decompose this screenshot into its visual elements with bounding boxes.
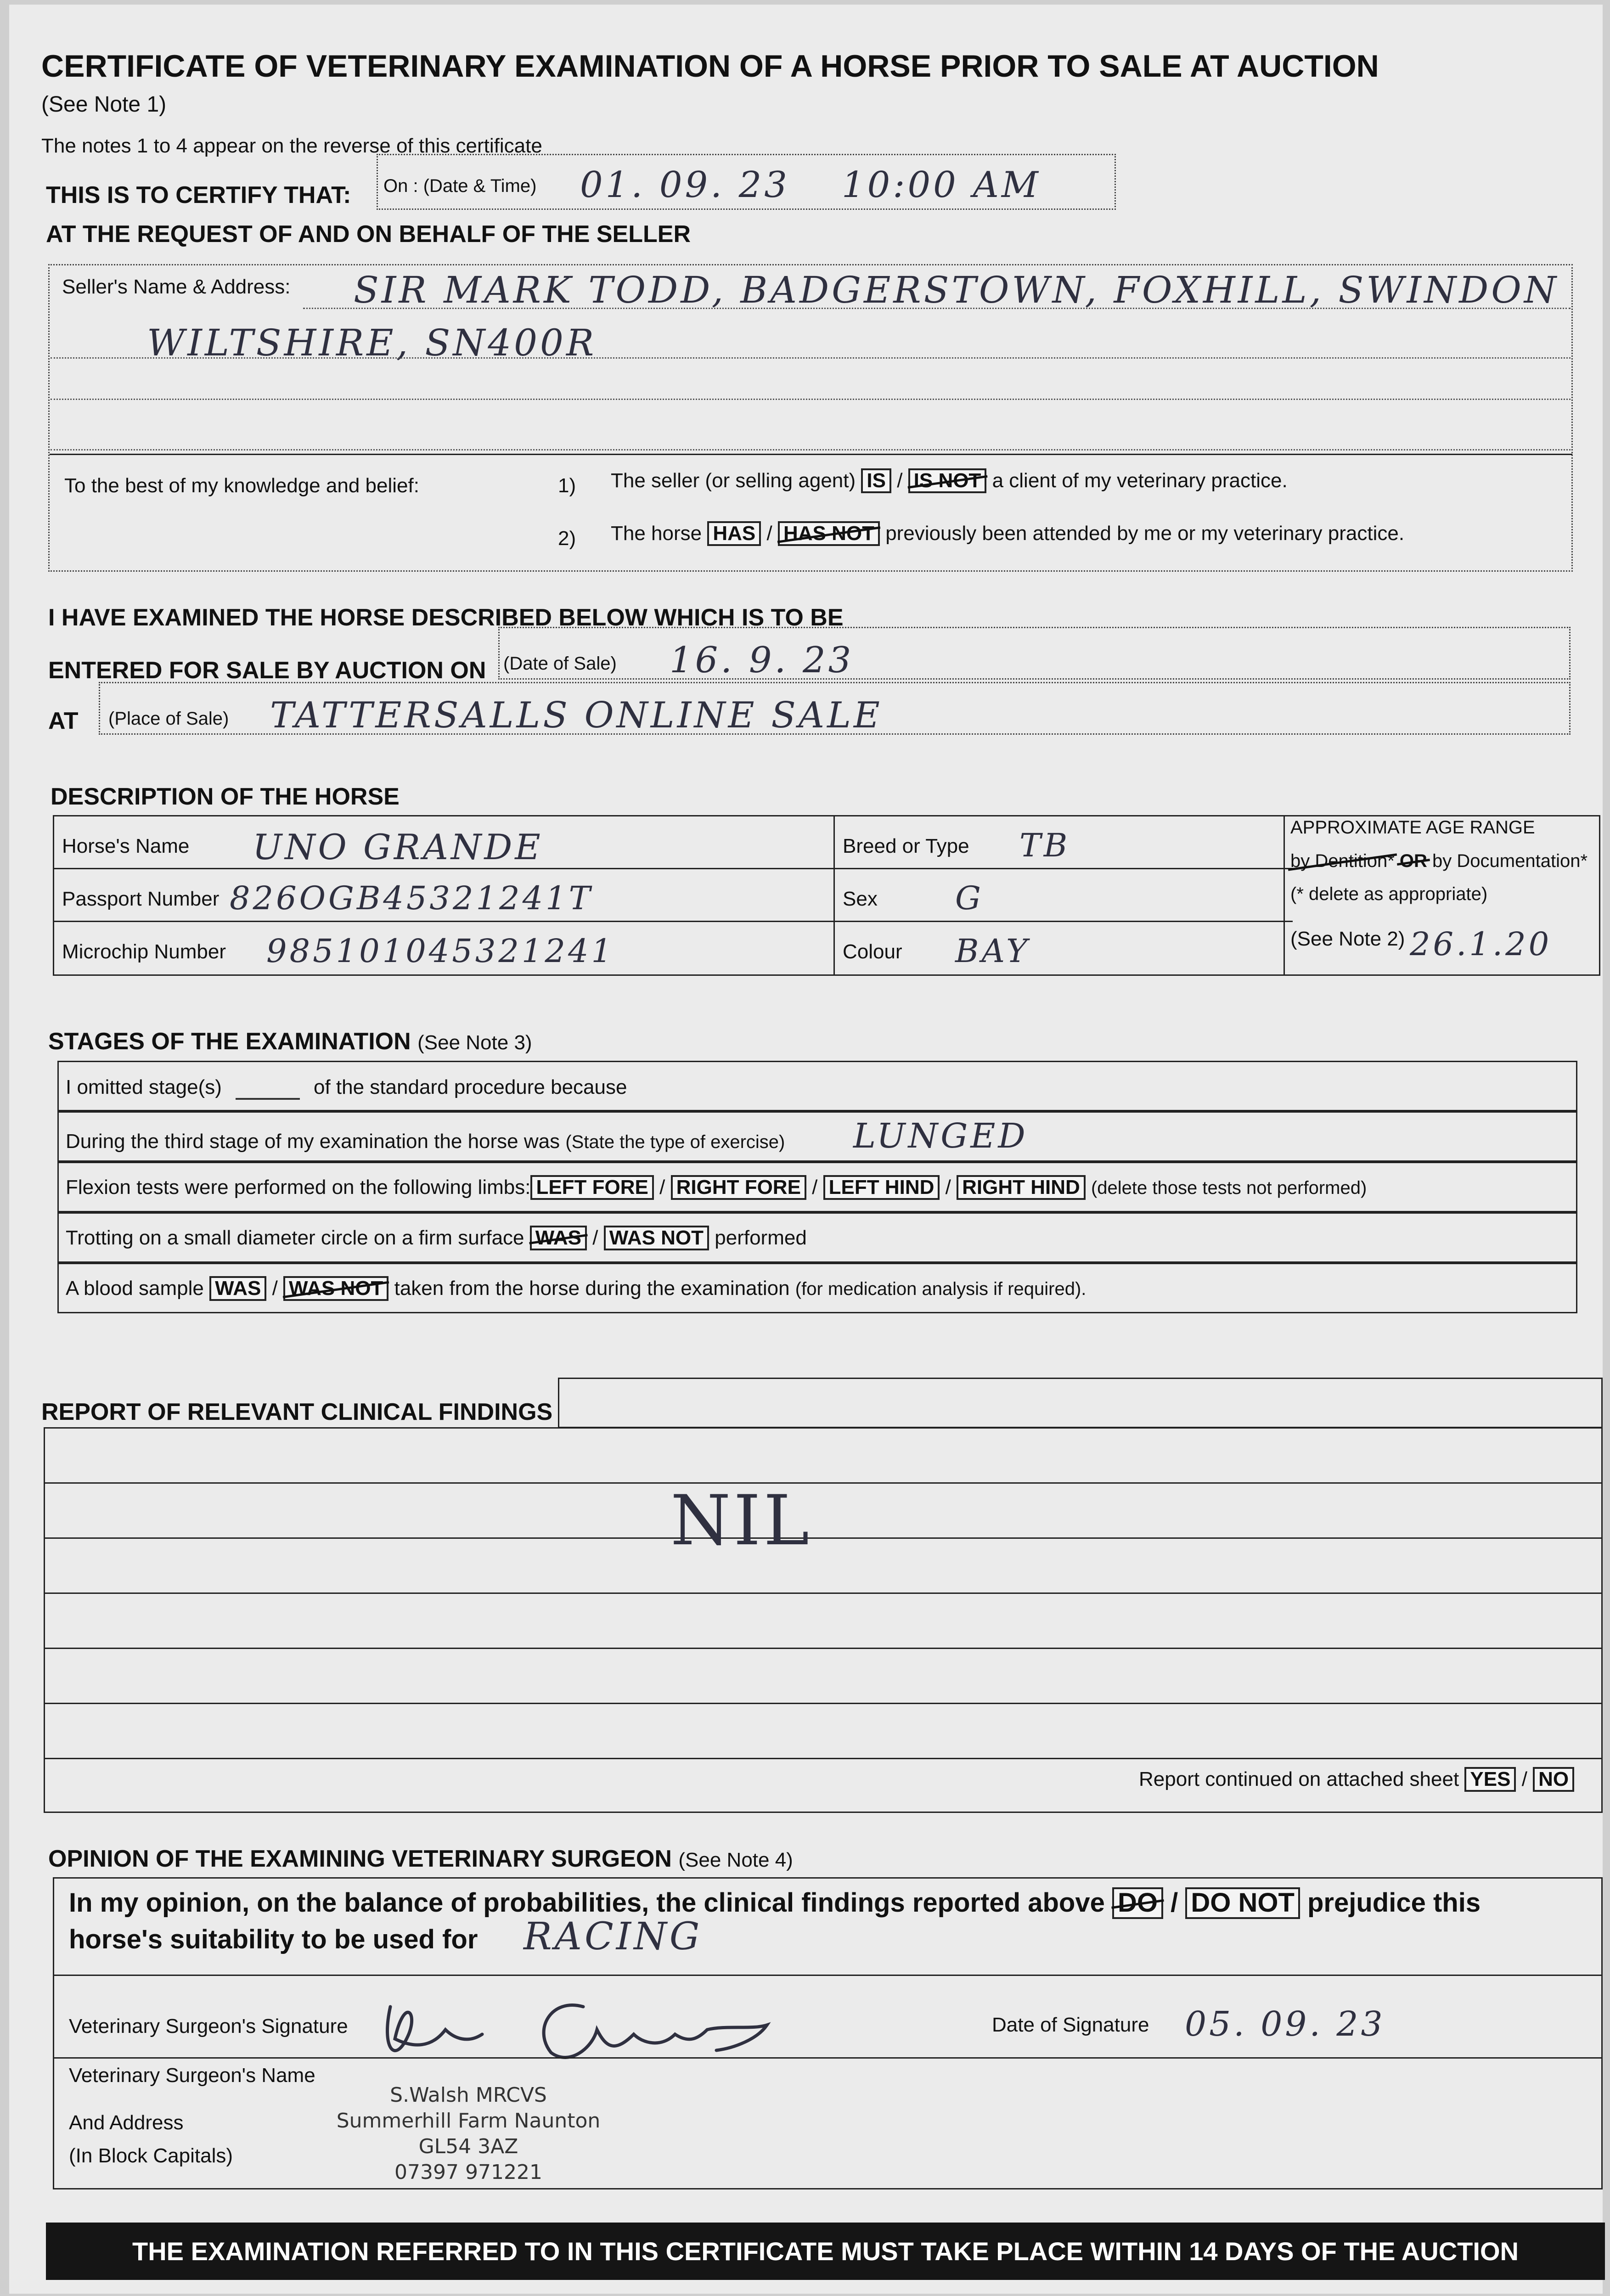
sale-date: 16. 9. 23	[670, 640, 854, 681]
breed-label: Breed or Type	[843, 835, 969, 857]
signature-date-label: Date of Signature	[992, 2014, 1149, 2036]
address-label-2: (In Block Capitals)	[69, 2144, 233, 2167]
age-delete-note: (* delete as appropriate)	[1290, 884, 1488, 904]
trotting-row	[57, 1212, 1577, 1263]
flexion-right-fore[interactable]: RIGHT FORE	[671, 1175, 806, 1200]
colour[interactable]: BAY	[955, 932, 1030, 970]
stages-heading: STAGES OF THE EXAMINATION (See Note 3)	[48, 1028, 532, 1055]
notes-line: The notes 1 to 4 appear on the reverse of this certificate	[41, 135, 542, 157]
see-note-1: (See Note 1)	[41, 92, 167, 117]
vet-stamp	[321, 2082, 615, 2185]
age-see-note: (See Note 2)	[1290, 928, 1405, 950]
report-continued: Report continued on attached sheet YES / NO	[1139, 1767, 1574, 1792]
seller-address-line2[interactable]: WILTSHIRE, SN400R	[147, 321, 597, 364]
option-has[interactable]: HAS	[707, 521, 761, 546]
examined-heading-1: I HAVE EXAMINED THE HORSE DESCRIBED BELOW WHICH IS TO BE	[48, 604, 844, 631]
option-has-not[interactable]: HAS NOT	[778, 521, 880, 546]
age-method: by Dentition* OR by Documentation*	[1290, 851, 1588, 871]
opinion-text-1: In my opinion, on the balance of probabilities, the clinical findings reported above DO / DO NOT prejudice this	[69, 1887, 1481, 1919]
sale-place: TATTERSALLS ONLINE SALE	[270, 695, 883, 736]
flexion-row	[57, 1162, 1577, 1212]
vet-name: S.Walsh MRCVS	[390, 2083, 547, 2107]
footer-notice: THE EXAMINATION REFERRED TO IN THIS CERTIFICATE MUST TAKE PLACE WITHIN 14 DAYS OF THE AUCTION	[46, 2223, 1605, 2280]
date-time-label: On : (Date & Time)	[383, 176, 537, 196]
report-heading-box	[558, 1378, 1603, 1428]
option-is[interactable]: IS	[861, 468, 891, 493]
attended-statement: The horse HAS / HAS NOT previously been attended by me or my veterinary practice.	[611, 521, 1404, 546]
horse-name[interactable]: UNO GRANDE	[253, 827, 543, 867]
horse-name-label: Horse's Name	[62, 835, 190, 857]
at-label: AT	[48, 708, 79, 734]
request-heading: AT THE REQUEST OF AND ON BEHALF OF THE SELLER	[46, 221, 691, 248]
trotting-statement: Trotting on a small diameter circle on a firm surface WAS / WAS NOT performed	[66, 1226, 807, 1250]
age-heading: APPROXIMATE AGE RANGE	[1290, 817, 1535, 838]
report-findings-box[interactable]	[44, 1427, 1603, 1813]
exercise-label: During the third stage of my examination the horse was (State the type of exercise)	[66, 1130, 785, 1153]
blood-was[interactable]: WAS	[209, 1276, 266, 1301]
vet-address-1: Summerhill Farm Naunton	[336, 2109, 601, 2133]
sale-place-label: (Place of Sale)	[108, 709, 229, 729]
item-1: 1)	[558, 474, 576, 497]
trot-was-not[interactable]: WAS NOT	[604, 1226, 709, 1250]
report-heading: REPORT OF RELEVANT CLINICAL FINDINGS	[41, 1399, 553, 1425]
continued-no[interactable]: NO	[1533, 1767, 1574, 1792]
passport-label: Passport Number	[62, 888, 220, 910]
opinion-do-not[interactable]: DO NOT	[1185, 1887, 1300, 1919]
breed[interactable]: TB	[1019, 827, 1070, 864]
address-label-1: And Address	[69, 2111, 184, 2134]
description-heading: DESCRIPTION OF THE HORSE	[51, 783, 400, 810]
seller-address-line1[interactable]: SIR MARK TODD, BADGERSTOWN, FOXHILL, SWINDON	[354, 269, 1559, 311]
seller-label: Seller's Name & Address:	[62, 276, 291, 298]
omit-label: I omitted stage(s)	[66, 1076, 222, 1098]
exercise-row	[57, 1111, 1577, 1162]
flexion-left-hind[interactable]: LEFT HIND	[823, 1175, 940, 1200]
blood-statement: A blood sample WAS / WAS NOT taken from the horse during the examination (for medication analysis if required).	[66, 1276, 1086, 1301]
date-time-field[interactable]	[377, 154, 1116, 210]
vet-phone: 07397 971221	[394, 2161, 542, 2184]
intended-use[interactable]: RACING	[524, 1915, 703, 1958]
sale-date-label: (Date of Sale)	[503, 653, 617, 674]
microchip-label: Microchip Number	[62, 940, 226, 963]
clinical-finding[interactable]: NIL	[670, 1481, 812, 1561]
opinion-heading: OPINION OF THE EXAMINING VETERINARY SURGEON (See Note 4)	[48, 1846, 793, 1872]
continued-yes[interactable]: YES	[1464, 1767, 1516, 1792]
item-2: 2)	[558, 527, 576, 550]
vet-name-label: Veterinary Surgeon's Name	[69, 2064, 315, 2087]
age-value[interactable]: 26.1.20	[1410, 925, 1552, 963]
blood-row	[57, 1263, 1577, 1313]
option-is-not[interactable]: IS NOT	[908, 468, 987, 493]
sale-place-field[interactable]	[99, 682, 1571, 735]
trot-was[interactable]: WAS	[530, 1226, 587, 1250]
sale-date-field[interactable]	[498, 627, 1571, 680]
page-title: CERTIFICATE OF VETERINARY EXAMINATION OF A HORSE PRIOR TO SALE AT AUCTION	[41, 49, 1379, 84]
microchip-number[interactable]: 985101045321241	[266, 932, 615, 970]
sex[interactable]: G	[955, 879, 984, 917]
certificate-page	[9, 5, 1603, 2294]
exercise-type[interactable]: LUNGED	[853, 1116, 1028, 1156]
signature-label: Veterinary Surgeon's Signature	[69, 2015, 348, 2037]
exam-date: 01. 09. 23	[580, 164, 790, 206]
knowledge-label: To the best of my knowledge and belief:	[64, 474, 419, 497]
blood-was-not[interactable]: WAS NOT	[283, 1276, 388, 1301]
certify-label: THIS IS TO CERTIFY THAT:	[46, 182, 351, 208]
exam-time: 10:00 AM	[842, 164, 1041, 206]
opinion-do[interactable]: DO	[1112, 1887, 1163, 1919]
sex-label: Sex	[843, 888, 878, 910]
omit-text: of the standard procedure because	[314, 1076, 627, 1098]
flexion-tests: Flexion tests were performed on the following limbs: LEFT FORE / RIGHT FORE / LEFT HIND / RIGHT HIND (delete those tests not performed)	[66, 1175, 1367, 1200]
opinion-text-2: horse's suitability to be used for	[69, 1925, 478, 1954]
vet-address-2: GL54 3AZ	[418, 2135, 518, 2158]
examined-heading-2: ENTERED FOR SALE BY AUCTION ON	[48, 657, 486, 684]
colour-label: Colour	[843, 940, 902, 963]
omit-row	[57, 1061, 1577, 1111]
flexion-left-fore[interactable]: LEFT FORE	[530, 1175, 653, 1200]
flexion-right-hind[interactable]: RIGHT HIND	[957, 1175, 1086, 1200]
client-statement: The seller (or selling agent) IS / IS NOT a client of my veterinary practice.	[611, 468, 1288, 493]
passport-number[interactable]: 826OGB45321241T	[230, 879, 593, 917]
signature-date[interactable]: 05. 09. 23	[1185, 2004, 1385, 2044]
